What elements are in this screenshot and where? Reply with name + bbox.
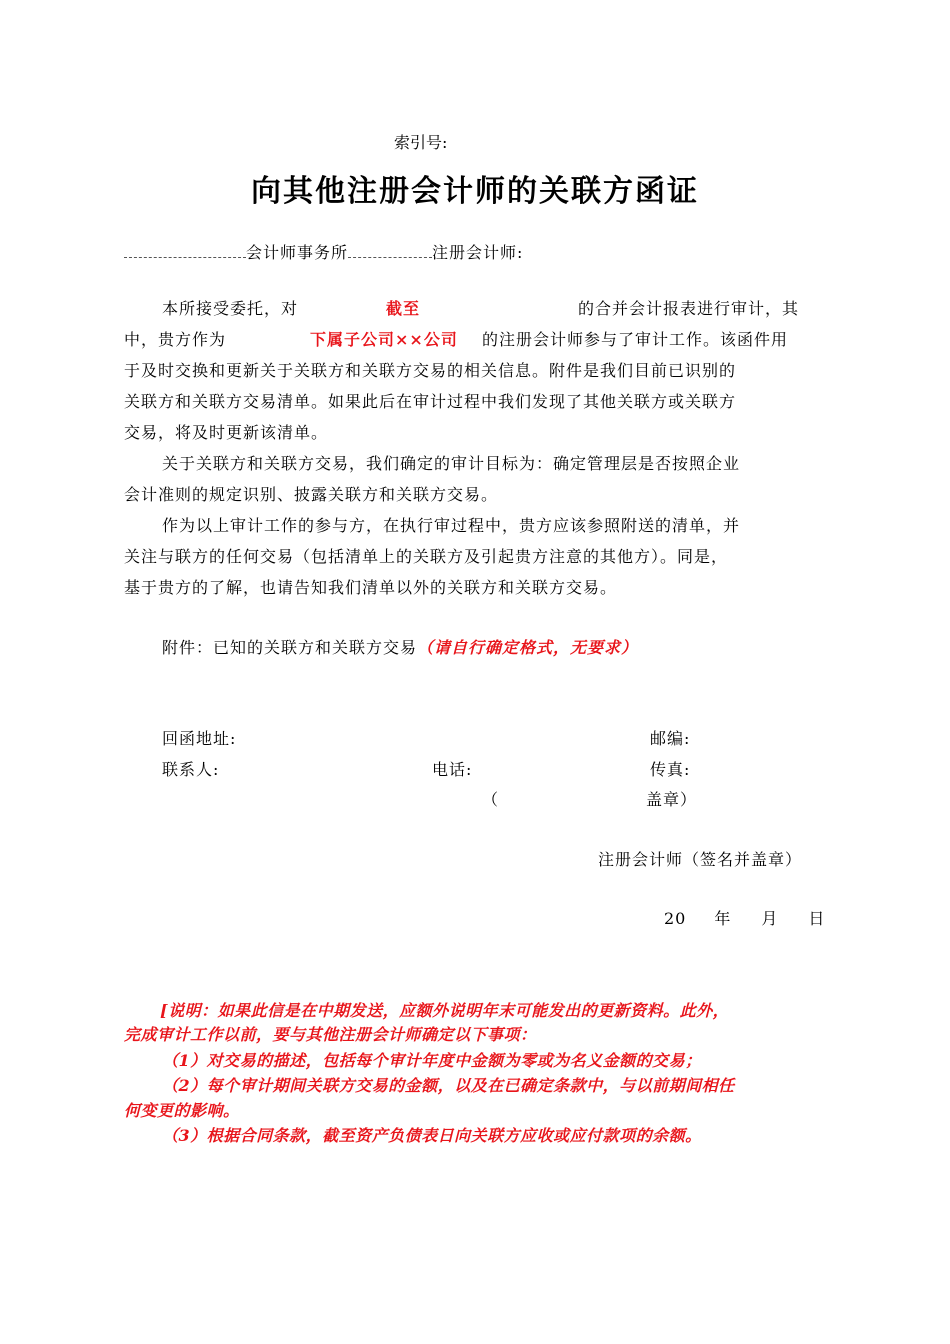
firm-suffix: 会计师事务所 [246, 243, 349, 262]
phone-label: 电话: [432, 760, 473, 779]
note-item3: （3）根据合同条款，截至资产负债表日向关联方应收或应付款项的余额。 [162, 1126, 702, 1145]
note-item1: （1）对交易的描述，包括每个审计年度中金额为零或为名义金额的交易； [162, 1051, 702, 1070]
p3-line1: 作为以上审计工作的参与方，在执行审过程中，贵方应该参照附送的清单，并 [162, 516, 741, 535]
date-line [664, 906, 825, 929]
note-item2: （2）每个审计期间关联方交易的金额，以及在已确定条款中，与以前期间相任 [162, 1076, 735, 1095]
attachment-note: （请自行确定格式，无要求） [417, 638, 639, 657]
p1-line1-a: 本所接受委托，对 [162, 299, 299, 318]
addressee-line [124, 240, 523, 263]
p1-line2-a: 中，贵方作为 [124, 330, 227, 349]
cpa-suffix: 注册会计师: [432, 243, 524, 262]
reply-address-label: 回函地址: [162, 729, 237, 748]
date-year-unit: 年 [714, 909, 732, 928]
p1-line3: 于及时交换和更新关于关联方和关联方交易的相关信息。附件是我们目前已识别的 [124, 361, 737, 380]
note-line2: 完成审计工作以前，要与其他注册会计师确定以下事项： [124, 1025, 537, 1044]
date-month-unit: 月 [761, 909, 779, 928]
p1-line1-b: 的合并会计报表进行审计，其 [578, 299, 800, 318]
note-item2-cont: 何变更的影响。 [124, 1101, 240, 1120]
postcode-label: 邮编: [650, 729, 691, 748]
p1-line5: 交易，将及时更新该清单。 [124, 423, 329, 442]
note-line1: [说明：如果此信是在中期发送，应额外说明年末可能发出的更新资料。此外， [160, 1001, 730, 1020]
fax-label: 传真: [650, 760, 691, 779]
p1-line2-red: 下属子公司××公司 [310, 330, 458, 349]
p2-line2: 会计准则的规定识别、披露关联方和关联方交易。 [124, 485, 499, 504]
p2-line1: 关于关联方和关联方交易，我们确定的审计目标为：确定管理层是否按照企业 [162, 454, 741, 473]
p3-line2: 关注与联方的任何交易（包括清单上的关联方及引起贵方注意的其他方）。同是， [124, 547, 729, 566]
seal-label: 盖章） [646, 790, 698, 809]
p1-line1-red: 截至 [386, 299, 421, 318]
p1-line2-b: 的注册会计师参与了审计工作。该函件用 [482, 330, 789, 349]
index-number-label: 索引号: [394, 133, 448, 152]
date-year-prefix: 20 [664, 909, 687, 928]
attachment-label: 附件：已知的关联方和关联方交易 [162, 638, 418, 657]
p1-line4: 关联方和关联方交易清单。如果此后在审计过程中我们发现了其他关联方或关联方 [124, 392, 737, 411]
date-day-unit: 日 [808, 909, 826, 928]
contact-person-label: 联系人: [162, 760, 220, 779]
seal-open-paren: （ [482, 790, 500, 809]
firm-name-blank [124, 243, 246, 258]
cpa-signature-label: 注册会计师（签名并盖章） [598, 850, 803, 869]
cpa-name-blank [348, 243, 432, 258]
p3-line3: 基于贵方的了解，也请告知我们清单以外的关联方和关联方交易。 [124, 578, 618, 597]
page-title: 向其他注册会计师的关联方函证 [251, 174, 699, 209]
attachment-line [162, 635, 638, 658]
